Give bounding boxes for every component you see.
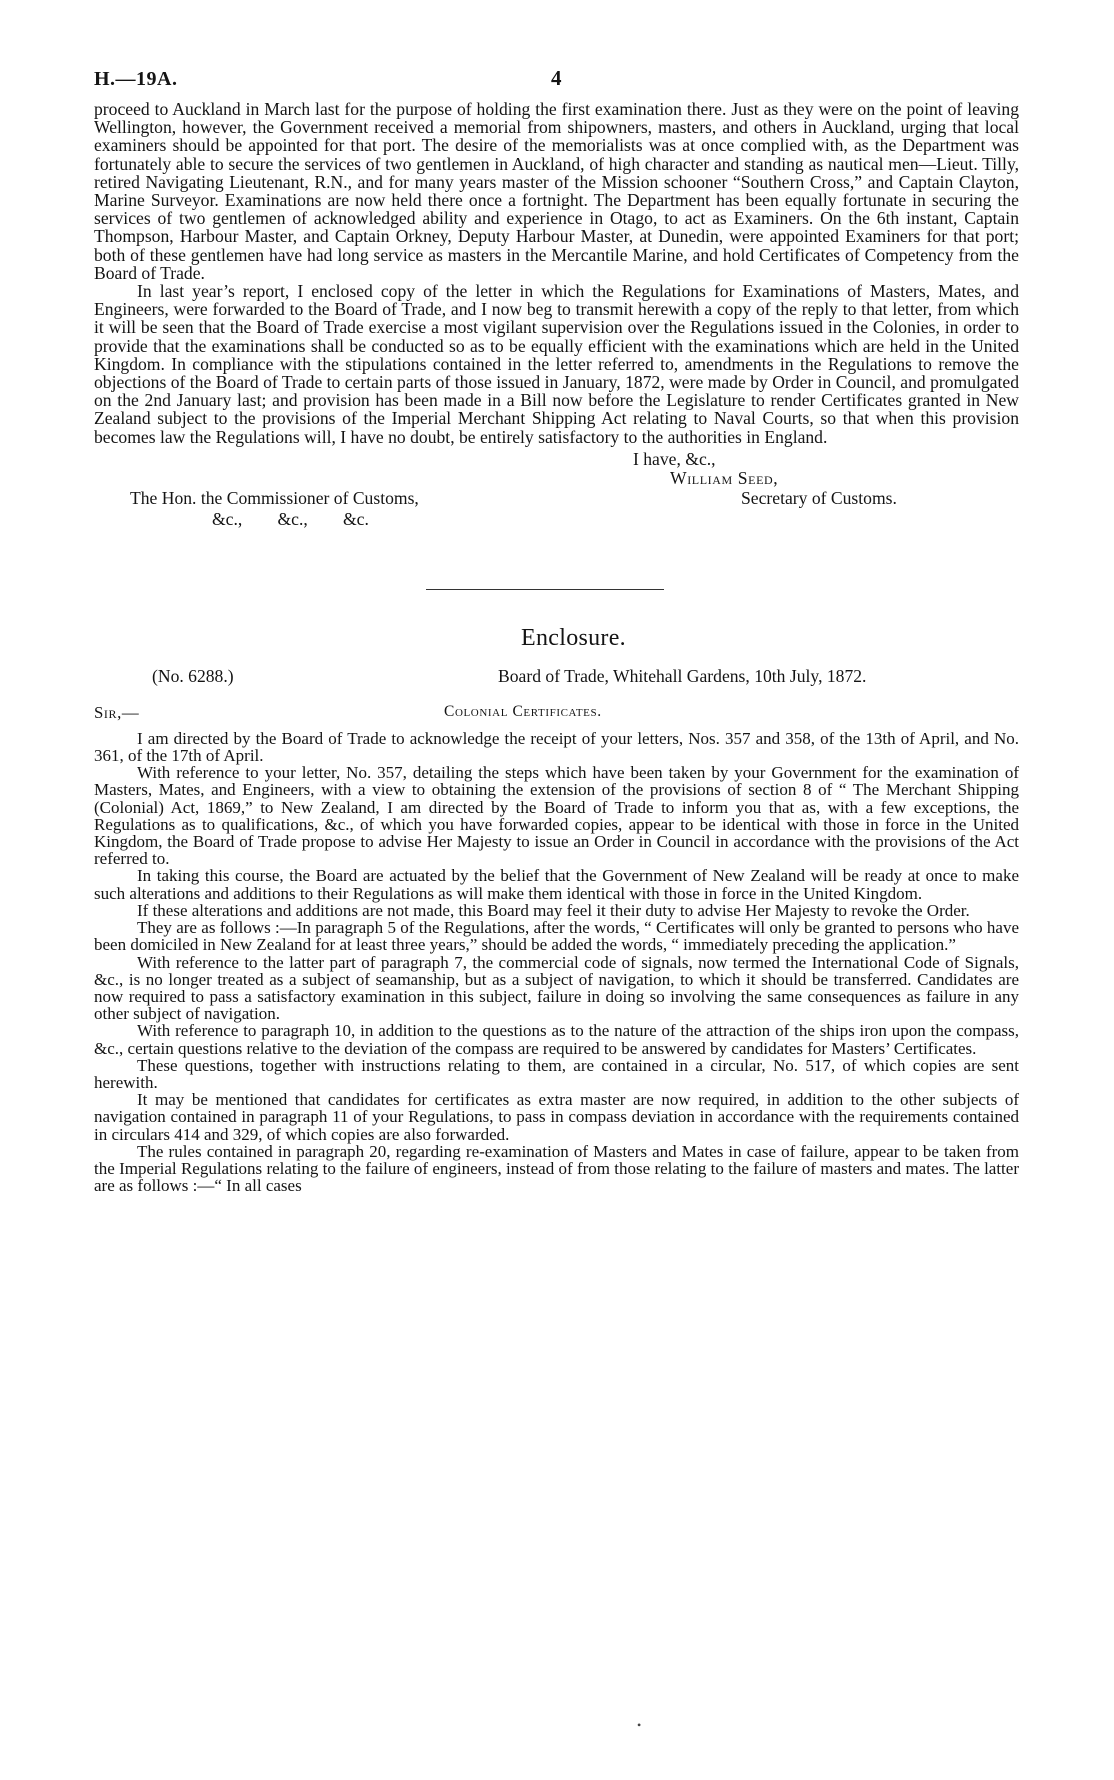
enclosure-paragraph: With reference to paragraph 10, in addition to the questions as to the nature of the attraction of the ships iron upon the compass, &c., certain questions relative to the deviation of the compass are required to be answered by candidates for Masters’ Certificates. [94, 1021, 1019, 1058]
signature-block [94, 446, 1019, 546]
enclosure-paragraph: If these alterations and additions are not made, this Board may feel it their duty to advise Her Majesty to revoke the Order. [137, 900, 970, 920]
enclosure-number: (No. 6288.) [152, 665, 234, 686]
enclosure-paragraph: The rules contained in paragraph 20, regarding re-examination of Masters and Mates in case of failure, appear to be taken from the Imperial Regulations relating to the failure of engineers, instead of from those relating to the failure of masters and mates. The latter are as follows :—“ In all cases [94, 1141, 1019, 1196]
enclosure-paragraph: With reference to the latter part of paragraph 7, the commercial code of signals, now termed the International Code of Signals, &c., is no longer treated as a subject of seamanship, but as a subject of navigation, to which it should be transferred. Candidates are now required to pass a satisfactory examination in this subject, failure in doing so involving the same consequences as failure in any other subject of navigation. [94, 952, 1019, 1024]
enclosure-body [94, 730, 1019, 1194]
salutation: Sir,— [94, 702, 140, 722]
letter-body [94, 100, 1019, 446]
enclosure-subject: Colonial Certificates. [444, 702, 602, 720]
salutation-line [94, 692, 1019, 730]
page-header [94, 0, 1019, 100]
print-mark: • [637, 1718, 642, 1732]
enclosure-paragraph: It may be mentioned that candidates for certificates as extra master are now required, in addition to the other subjects of navigation contained in paragraph 11 of your Regulations, to pass in compass deviation in accordance with the requirements contained in circulars 414 and 329, of which copies are also forwarded. [94, 1090, 1019, 1144]
enclosure-paragraph: In taking this course, the Board are actuated by the belief that the Government of New Zealand will be ready at once to make such alterations and additions to their Regulations as will make them identical with those in force in the United Kingdom. [94, 866, 1019, 903]
enclosure-from-line: Board of Trade, Whitehall Gardens, 10th July, 1872. [498, 665, 867, 686]
enclosure-paragraph: They are as follows :—In paragraph 5 of the Regulations, after the words, “ Certificates will only be granted to persons who have been domiciled in New Zealand for at least three years,” should be added the words, “ immediately preceding the application.” [94, 918, 1019, 955]
enclosure-title: Enclosure. [521, 624, 626, 651]
signatory-title: Secretary of Customs. [741, 487, 897, 508]
enclosure-reference-line [94, 652, 1019, 692]
addressee-etc: &c., &c., &c. [212, 508, 369, 529]
page-number: 4 [551, 66, 562, 90]
enclosure-paragraph: With reference to your letter, No. 357, detailing the steps which have been taken by your Government for the examination of Masters, Mates, and Engineers, with a view to obtaining the extension of the provisions of section 8 of “ The Merchant Shipping (Colonial) Act, 1869,” to New Zealand, I am directed by the Board of Trade to inform you that as, with a few exceptions, the Regulations as to qualifications, &c., of which you have forwarded copies, appear to be identical with those in force in the United Kingdom, the Board of Trade propose to advise Her Majesty to issue an Order in Council in accordance with the provisions of the Act referred to. [94, 763, 1019, 869]
signatory-name: William Seed, [670, 467, 779, 488]
section-divider [426, 589, 664, 590]
addressee: The Hon. the Commissioner of Customs, [130, 487, 419, 508]
enclosure-paragraph: I am directed by the Board of Trade to acknowledge the receipt of your letters, Nos. 357 and 358, of the 13th of April, and No. 361, of the 17th of April. [94, 728, 1019, 766]
document-reference: H.—19A. [94, 68, 178, 90]
letter-paragraph: In last year’s report, I enclosed copy of the letter in which the Regulations for Examinations of Masters, Mates, and Engineers, were forwarded to the Board of Trade, and I now beg to transmit herewith a copy of the reply to that letter, from which it will be seen that the Board of Trade exercise a most vigilant supervision over the Regulations issued in the Colonies, in order to provide that the examinations shall be conducted so as to be equally efficient with the examinations which are held in the United Kingdom. In compliance with the stipulations contained in the letter referred to, amendments in the Regulations to remove the objections of the Board of Trade to certain parts of those issued in January, 1872, were made by Order in Council, and promulgated on the 2nd January last; and provision has been made in a Bill now before the Legislature to render Certificates granted in New Zealand subject to the provisions of the Imperial Merchant Shipping Act relating to Naval Courts, so that when this provision becomes law the Regulations will, I have no doubt, be entirely satisfactory to the authorities in England. [94, 281, 1019, 447]
closing-line: I have, &c., [633, 448, 716, 469]
enclosure-paragraph: These questions, together with instructions relating to them, are contained in a circular, No. 517, of which copies are sent herewith. [94, 1055, 1019, 1092]
letter-paragraph: proceed to Auckland in March last for the purpose of holding the first examination there. Just as they were on the point of leaving Wellington, however, the Government received a memorial from shipowners, masters, and others in Auckland, urging that local examiners should be appointed for that port. The desire of the memorialists was at once complied with, as the Department was fortunately able to secure the services of two gentlemen in Auckland, of high character and standing as nautical men—Lieut. Tilly, retired Navigating Lieutenant, R.N., and for many years master of the Mission schooner “Southern Cross,” and Captain Clayton, Marine Surveyor. Examinations are now held there once a fortnight. The Department has been equally fortunate in securing the services of two gentlemen of acknowledged ability and experience in Otago, to act as Examiners. On the 6th instant, Captain Thompson, Harbour Master, and Captain Orkney, Deputy Harbour Master, at Dunedin, were appointed Examiners for that port; both of these gentlemen have had long service as masters in the Mercantile Marine, and hold Certificates of Competency from the Board of Trade. [94, 99, 1019, 283]
